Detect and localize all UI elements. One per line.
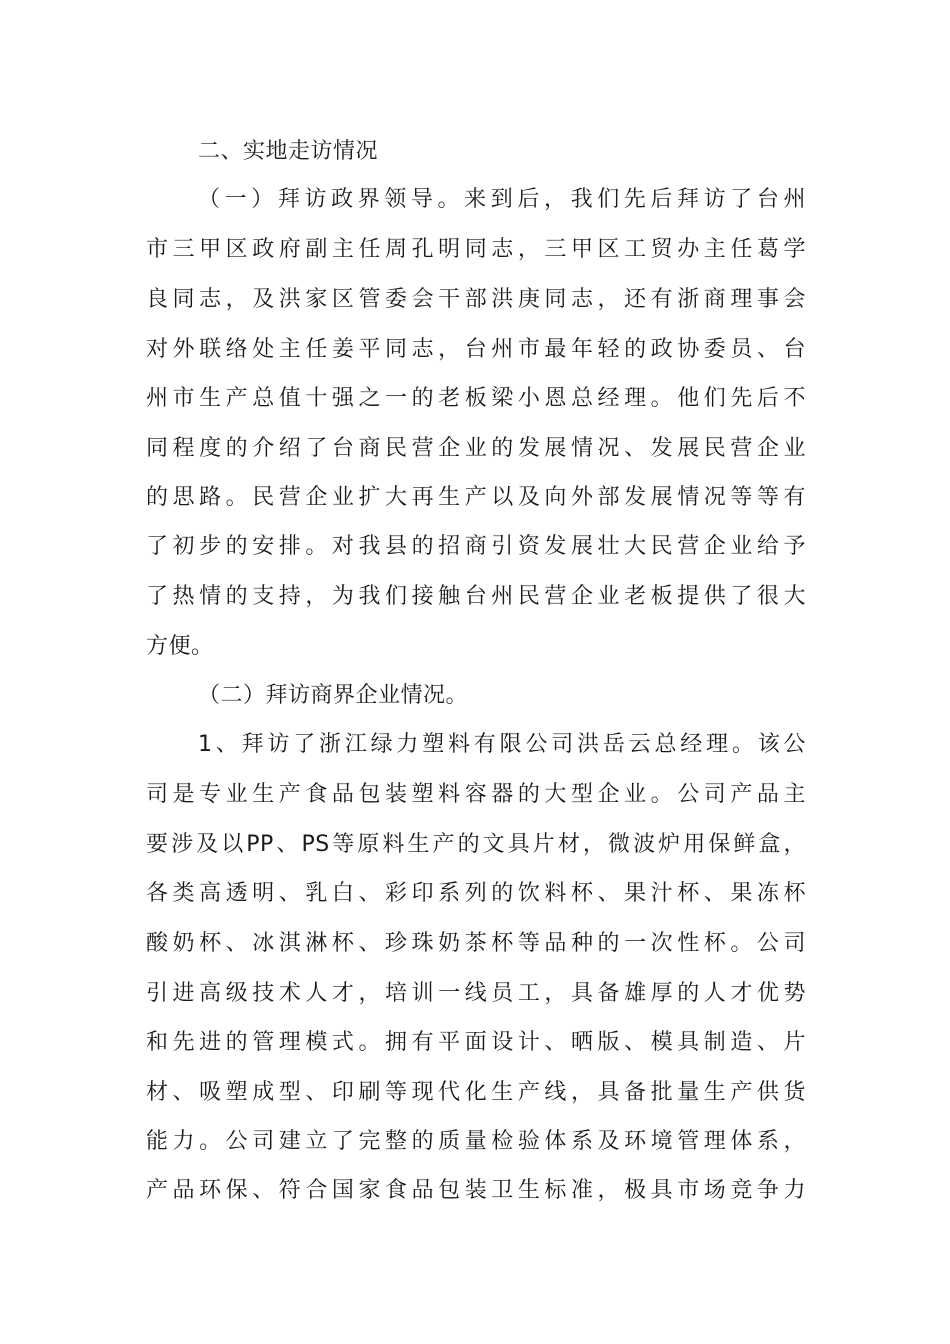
paragraph-line: 州市生产总值十强之一的老板梁小恩总经理。他们先后不 (146, 386, 806, 411)
paragraph-line: 同程度的介绍了台商民营企业的发展情况、发展民营企业 (146, 436, 806, 461)
paragraph-line: 1、拜访了浙江绿力塑料有限公司洪岳云总经理。该公 (198, 732, 806, 757)
paragraph-line: 了热情的支持，为我们接触台州民营企业老板提供了很大 (146, 584, 806, 609)
paragraph-line: 要涉及以PP、PS等原料生产的文具片材，微波炉用保鲜盒， (146, 832, 806, 857)
subsection-heading: （二）拜访商界企业情况。 (198, 683, 469, 708)
paragraph-line: 市三甲区政府副主任周孔明同志，三甲区工贸办主任葛学 (146, 237, 806, 262)
paragraph-line: 引进高级技术人才，培训一线员工，具备雄厚的人才优势 (146, 981, 806, 1006)
paragraph-line: 对外联络处主任姜平同志，台州市最年轻的政协委员、台 (146, 337, 806, 362)
paragraph-line: 和先进的管理模式。拥有平面设计、晒版、模具制造、片 (146, 1030, 806, 1055)
paragraph-line: 能力。公司建立了完整的质量检验体系及环境管理体系， (146, 1129, 806, 1154)
paragraph-line: 良同志，及洪家区管委会干部洪庚同志，还有浙商理事会 (146, 287, 806, 312)
section-heading: 二、实地走访情况 (198, 139, 379, 164)
paragraph-line: 酸奶杯、冰淇淋杯、珍珠奶茶杯等品种的一次性杯。公司 (146, 931, 806, 956)
paragraph-line: 司是专业生产食品包装塑料容器的大型企业。公司产品主 (146, 782, 806, 807)
paragraph-line: 产品环保、符合国家食品包装卫生标准，极具市场竞争力 (146, 1178, 806, 1203)
paragraph-line: （一）拜访政界领导。来到后，我们先后拜访了台州 (198, 187, 806, 212)
paragraph-line: 各类高透明、乳白、彩印系列的饮料杯、果汁杯、果冻杯 (146, 881, 806, 906)
paragraph-line: 了初步的安排。对我县的招商引资发展壮大民营企业给予 (146, 534, 806, 559)
paragraph-line: 的思路。民营企业扩大再生产以及向外部发展情况等等有 (146, 485, 806, 510)
paragraph-line: 方便。 (146, 634, 214, 659)
paragraph-line: 材、吸塑成型、印刷等现代化生产线，具备批量生产供货 (146, 1080, 806, 1105)
